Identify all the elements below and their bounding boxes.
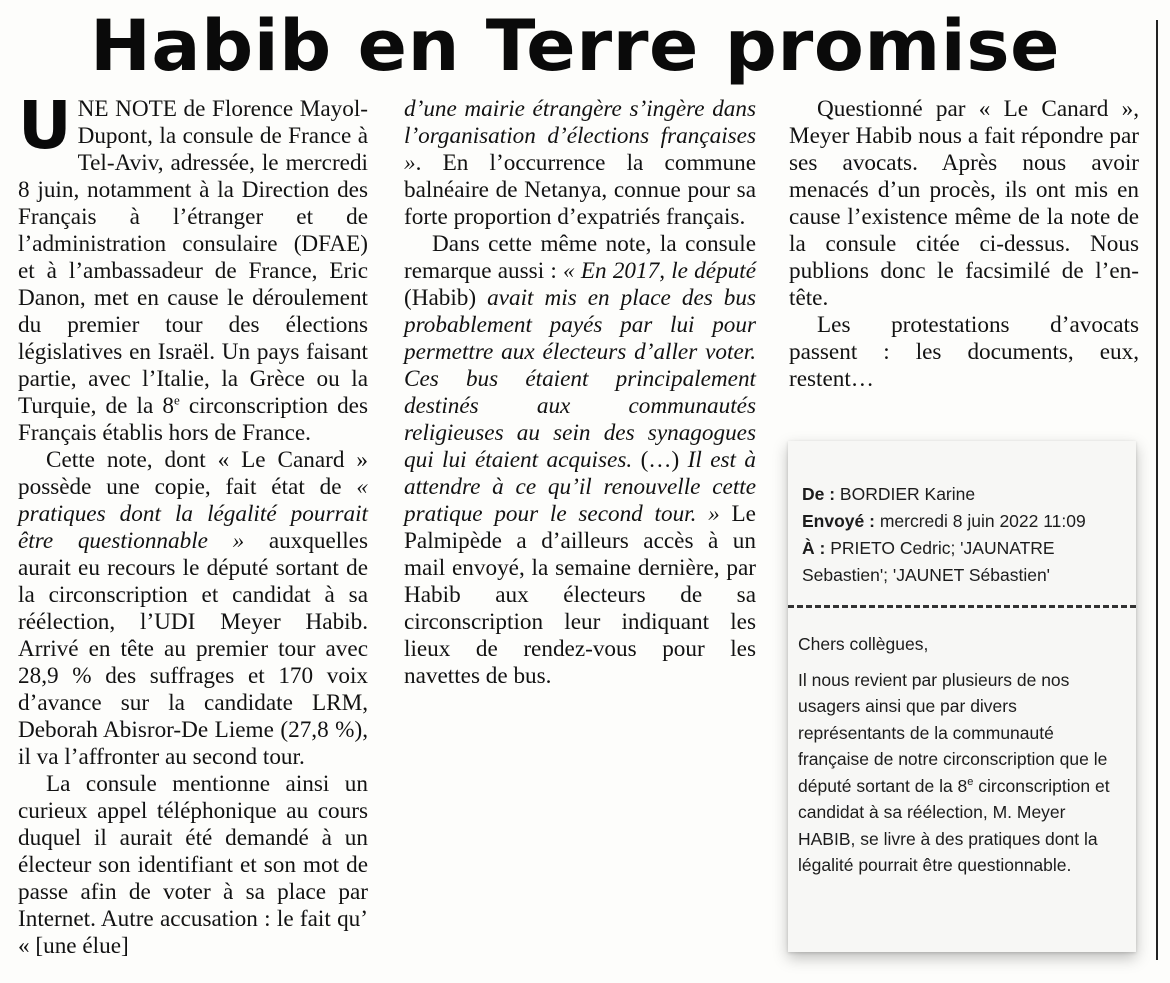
article-text: Cette note, dont « Le Canard » possède une copie, fait état de	[18, 447, 368, 500]
email-text: Il nous revient par plusieurs de nos usagers ainsi que par divers représentants de la communauté française de notre circonscription que le député sortant de la 8	[798, 669, 1108, 796]
email-text: circonscription et candidat à sa réélection, M. Meyer HABIB, se livre à des pratiques dont la légalité pourrait être questionnable.	[798, 775, 1110, 875]
email-sent-value: mercredi 8 juin 2022 11:09	[874, 511, 1086, 531]
article-paragraph-1	[18, 87, 368, 447]
email-to	[802, 535, 1122, 589]
article-column-2	[404, 96, 756, 690]
article-text: circonscription des Français établis hors de France.	[18, 393, 368, 446]
dashed-separator	[788, 605, 1136, 608]
email-to-value: PRIETO Cedric; 'JAUNATRE Sebastien'; 'JAUNET Sébastien'	[802, 538, 1055, 585]
email-facsimile	[788, 441, 1136, 952]
email-body	[798, 631, 1126, 879]
article-text: (Habib)	[404, 285, 488, 311]
article-paragraph-5: Questionné par « Le Canard », Meyer Habib nous a fait répondre par ses avocats. Après nous avoir menacés d’un procès, ils ont mis en cause l’existence même de la note de la consule citée ci-dessus. Nous publions donc le facsimilé de l’en-tête.	[789, 96, 1139, 311]
email-to-label: À :	[802, 538, 826, 558]
article-paragraph-3-cont	[404, 96, 756, 231]
article-column-3	[789, 96, 1139, 393]
email-from-label: De :	[802, 484, 836, 504]
article-quote: avait mis en place des bus probablement payés par lui pour permettre aux électeurs d’aller voter. Ces bus étaient principalement destinés aux communautés religieuses au sein des synagogues qui lui étaient acquises.	[404, 285, 756, 473]
email-from	[802, 481, 1122, 508]
article-text: (…)	[632, 447, 688, 473]
article-quote: d’une mairie étrangère s’ingère dans l’organisation d’élections françaises »	[404, 96, 756, 176]
article-text: Dans cette même note, la consule remarque aussi :	[404, 231, 756, 284]
article-text: Le Palmipède a d’ailleurs accès à un mail envoyé, la semaine dernière, par Habib aux électeurs de sa circonscription leur indiquant les lieux de rendez-vous pour les navettes de bus.	[404, 501, 756, 689]
article-paragraph-6: Les protestations d’avocats passent : les documents, eux, restent…	[789, 312, 1139, 392]
article-quote: « pratiques dont la légalité pourrait être questionnable »	[18, 474, 368, 554]
article-quote: Il est à attendre à ce qu’il renouvelle cette pratique pour le second tour. »	[404, 447, 756, 527]
article-paragraph-3	[18, 771, 368, 960]
drop-cap: U	[18, 87, 72, 164]
article-text: NE NOTE de Florence Mayol-Dupont, la consule de France à Tel-Aviv, adressée, le mercredi 8 juin, notamment à la Direction des Français à l’étranger et de l’administration consulaire (DFAE) et à l’ambassadeur de France, Eric Danon, met en cause le déroulement du premier tour des élections législatives en Israël. Un pays faisant partie, avec l’Italie, la Grèce ou la Turquie, de la 8	[18, 96, 368, 419]
column-rule	[1156, 20, 1158, 960]
email-from-value: BORDIER Karine	[835, 484, 976, 504]
email-sent	[802, 508, 1122, 535]
article-text: La consule mentionne ainsi un curieux appel téléphonique au cours duquel il aurait été demandé à un électeur son identifiant et son mot de passe afin de voter à sa place par Internet. Autre accusation : le fait qu’ « [une élue]	[18, 771, 368, 959]
email-message	[798, 667, 1126, 879]
email-greeting: Chers collègues,	[798, 634, 929, 654]
superscript: e	[967, 775, 974, 788]
article-quote: « En 2017, le député	[563, 258, 756, 284]
article-text: . En l’occurrence la commune balnéaire de Netanya, connue pour sa forte proportion d’expatriés français.	[404, 150, 756, 230]
article-text: auxquelles aurait eu recours le député sortant de la circonscription et candidat à sa réélection, l’UDI Meyer Habib. Arrivé en tête au premier tour avec 28,9 % des suffrages et 170 voix d’avance sur la candidate LRM, Deborah Abisror-De Lieme (27,8 %), il va l’affronter au second tour.	[18, 528, 368, 770]
email-header	[788, 441, 1136, 589]
article-paragraph-2	[18, 447, 368, 771]
article-headline: Habib en Terre promise	[89, 5, 1060, 87]
superscript: e	[173, 392, 180, 408]
article-column-1	[18, 87, 368, 960]
article-paragraph-4	[404, 231, 756, 690]
email-sent-label: Envoyé :	[802, 511, 875, 531]
